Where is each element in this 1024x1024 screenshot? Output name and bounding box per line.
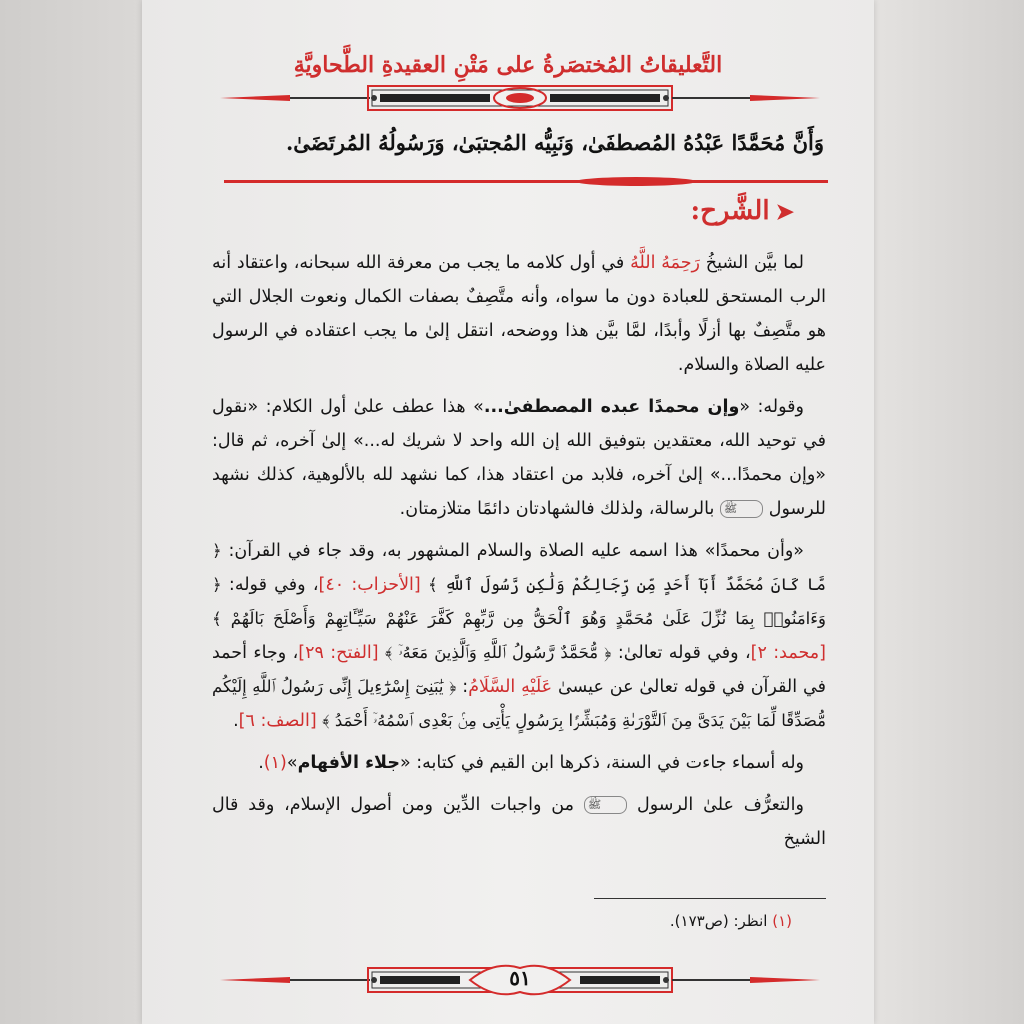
p3-text-e: : (462, 677, 469, 697)
background-left (0, 0, 142, 1024)
p3-text-b: ، وفي قوله: (228, 575, 319, 595)
footnote-marker: (١) (772, 912, 792, 930)
footnote-text: انظر: (ص١٧٣). (669, 912, 768, 930)
heading-arrow-icon: ➤ (775, 199, 794, 225)
header-ornament (220, 80, 820, 120)
p4-text-a: وله أسماء جاءت في السنة، ذكرها ابن القيم في كتابه: « (399, 753, 804, 773)
p1-text-a: لما بيَّن الشيخُ (705, 253, 804, 273)
footnote-ref[interactable]: (١) (263, 753, 287, 773)
p2-text-c: بالرسالة، ولذلك فالشهادتان دائمًا متلازمتان. (399, 499, 715, 519)
salla-icon: ﷺ (584, 796, 627, 814)
p4-text-c: . (258, 753, 264, 773)
divider-flourish (576, 177, 696, 186)
p3-text-f: . (233, 711, 239, 731)
paragraph-2 (212, 390, 826, 526)
salla-icon: ﷺ (720, 500, 763, 518)
p5-text-a: والتعرُّف علىٰ الرسول (636, 795, 804, 815)
paragraph-5 (212, 788, 826, 856)
p2-matn-quote: وإن محمدًا عبده المصطفىٰ... (483, 397, 740, 417)
verse-ref-ahzab: [الأحزاب: ٤٠] (318, 575, 421, 595)
p3-text-a: «وأن محمدًا» هذا اسمه عليه الصلاة والسلام المشهور به، وقد جاء في القرآن: (228, 541, 804, 561)
quran-verse-saff: ﴿ يَٰبَنِىٓ إِسْرَٰٓءِيلَ إِنِّى رَسُولُ ٱللَّهِ إِلَيْكُم مُّصَدِّقًا لِّمَا بَيْنَ يَدَىَّ مِنَ ٱلتَّوْرَىٰةِ وَمُبَشِّرًۢا بِرَسُولٍ يَأْتِى مِنۢ بَعْدِى ٱسْمُهُۥٓ أَحْمَدُ ﴾ (212, 677, 826, 730)
page-number: ٥١ (509, 966, 531, 990)
sharh-heading-label: الشَّرح: (690, 196, 770, 226)
book-page (142, 0, 874, 1024)
verse-ref-fath: [الفتح: ٢٩] (298, 643, 379, 663)
paragraph-1 (212, 246, 826, 382)
p1-text-b: في أول كلامه ما يجب من معرفة الله سبحانه، واعتقاد أنه الرب المستحق للعبادة دون ما سواه، وأنه متَّصِفٌ بصفات الكمال ونعوت الجلال التي هو متَّصِفٌ بها أزلًا وأبدًا، لمَّا بيَّن هذا ووضحه، انتقل إلىٰ ما يجب اعتقاده في الرسول عليه الصلاة والسلام. (212, 253, 826, 375)
p2-text-a: وقوله: « (739, 397, 804, 417)
quran-verse-muhammad: ﴿ وَءَامَنُوا۟ بِمَا نُزِّلَ عَلَىٰ مُحَمَّدٍ وَهُوَ ٱلْحَقُّ مِن رَّبِّهِمْ كَفَّرَ عَنْهُمْ سَيِّـَٔاتِهِمْ وَأَصْلَحَ بَالَهُمْ ﴾ (212, 575, 826, 628)
honorific-alayhissalam: عَلَيْهِ السَّلَامُ (468, 677, 553, 697)
p5-text-b: من واجبات الدِّين ومن أصول الإسلام، وقد قال الشيخ (212, 795, 826, 849)
p3-text-c: ، وفي قوله تعالىٰ: (617, 643, 751, 663)
running-title: التَّعليقاتُ المُختصَرةُ على مَتْنِ العقيدةِ الطَّحاويَّةِ (293, 52, 723, 78)
book-title: جلاء الأفهام (297, 753, 400, 773)
verse-ref-saff: [الصف: ٦] (238, 711, 317, 731)
p4-text-b: » (286, 753, 298, 773)
commentary-body (212, 246, 826, 864)
verse-ref-muhammad: [محمد: ٢] (750, 643, 826, 663)
footnote (670, 912, 792, 930)
paragraph-3 (212, 534, 826, 738)
sharh-heading (690, 196, 794, 226)
quran-verse-ahzab: ﴿ مَّا كَانَ مُحَمَّدٌ أَبَآ أَحَدٍ مِّن رِّجَالِكُمْ وَلَٰكِن رَّسُولَ ٱللَّهِ ﴾ (212, 541, 826, 594)
matn-divider (224, 180, 828, 183)
background-right (874, 0, 1024, 1024)
quran-verse-fath: ﴿ مُّحَمَّدٌ رَّسُولُ ٱللَّهِ وَٱلَّذِينَ مَعَهُۥٓ ﴾ (385, 643, 612, 662)
p2-text-b: » هذا عطف علىٰ أول الكلام: «نقول في توحيد الله، معتقدين بتوفيق الله إن الله واحد لا شريك له...» إلىٰ آخره، ثم قال: «وإن محمدًا...» إلىٰ آخره، فلابد من اعتقاد هذا، كما نشهد لله بالألوهية، كذلك نشهد للرسول (212, 397, 826, 519)
matn-text: وَأَنَّ مُحَمَّدًا عَبْدُهُ المُصطفَىٰ، وَنَبِيُّه المُجتبَىٰ، وَرَسُولُهُ المُرتَضَىٰ. (285, 130, 824, 155)
footnote-divider (594, 898, 826, 899)
paragraph-4 (212, 746, 826, 780)
p3-text-d: ، وجاء أحمد في القرآن في قوله تعالىٰ عن عيسىٰ (212, 643, 826, 697)
honorific-rahimahullah: رَحِمَهُ اللَّهُ (630, 253, 700, 273)
